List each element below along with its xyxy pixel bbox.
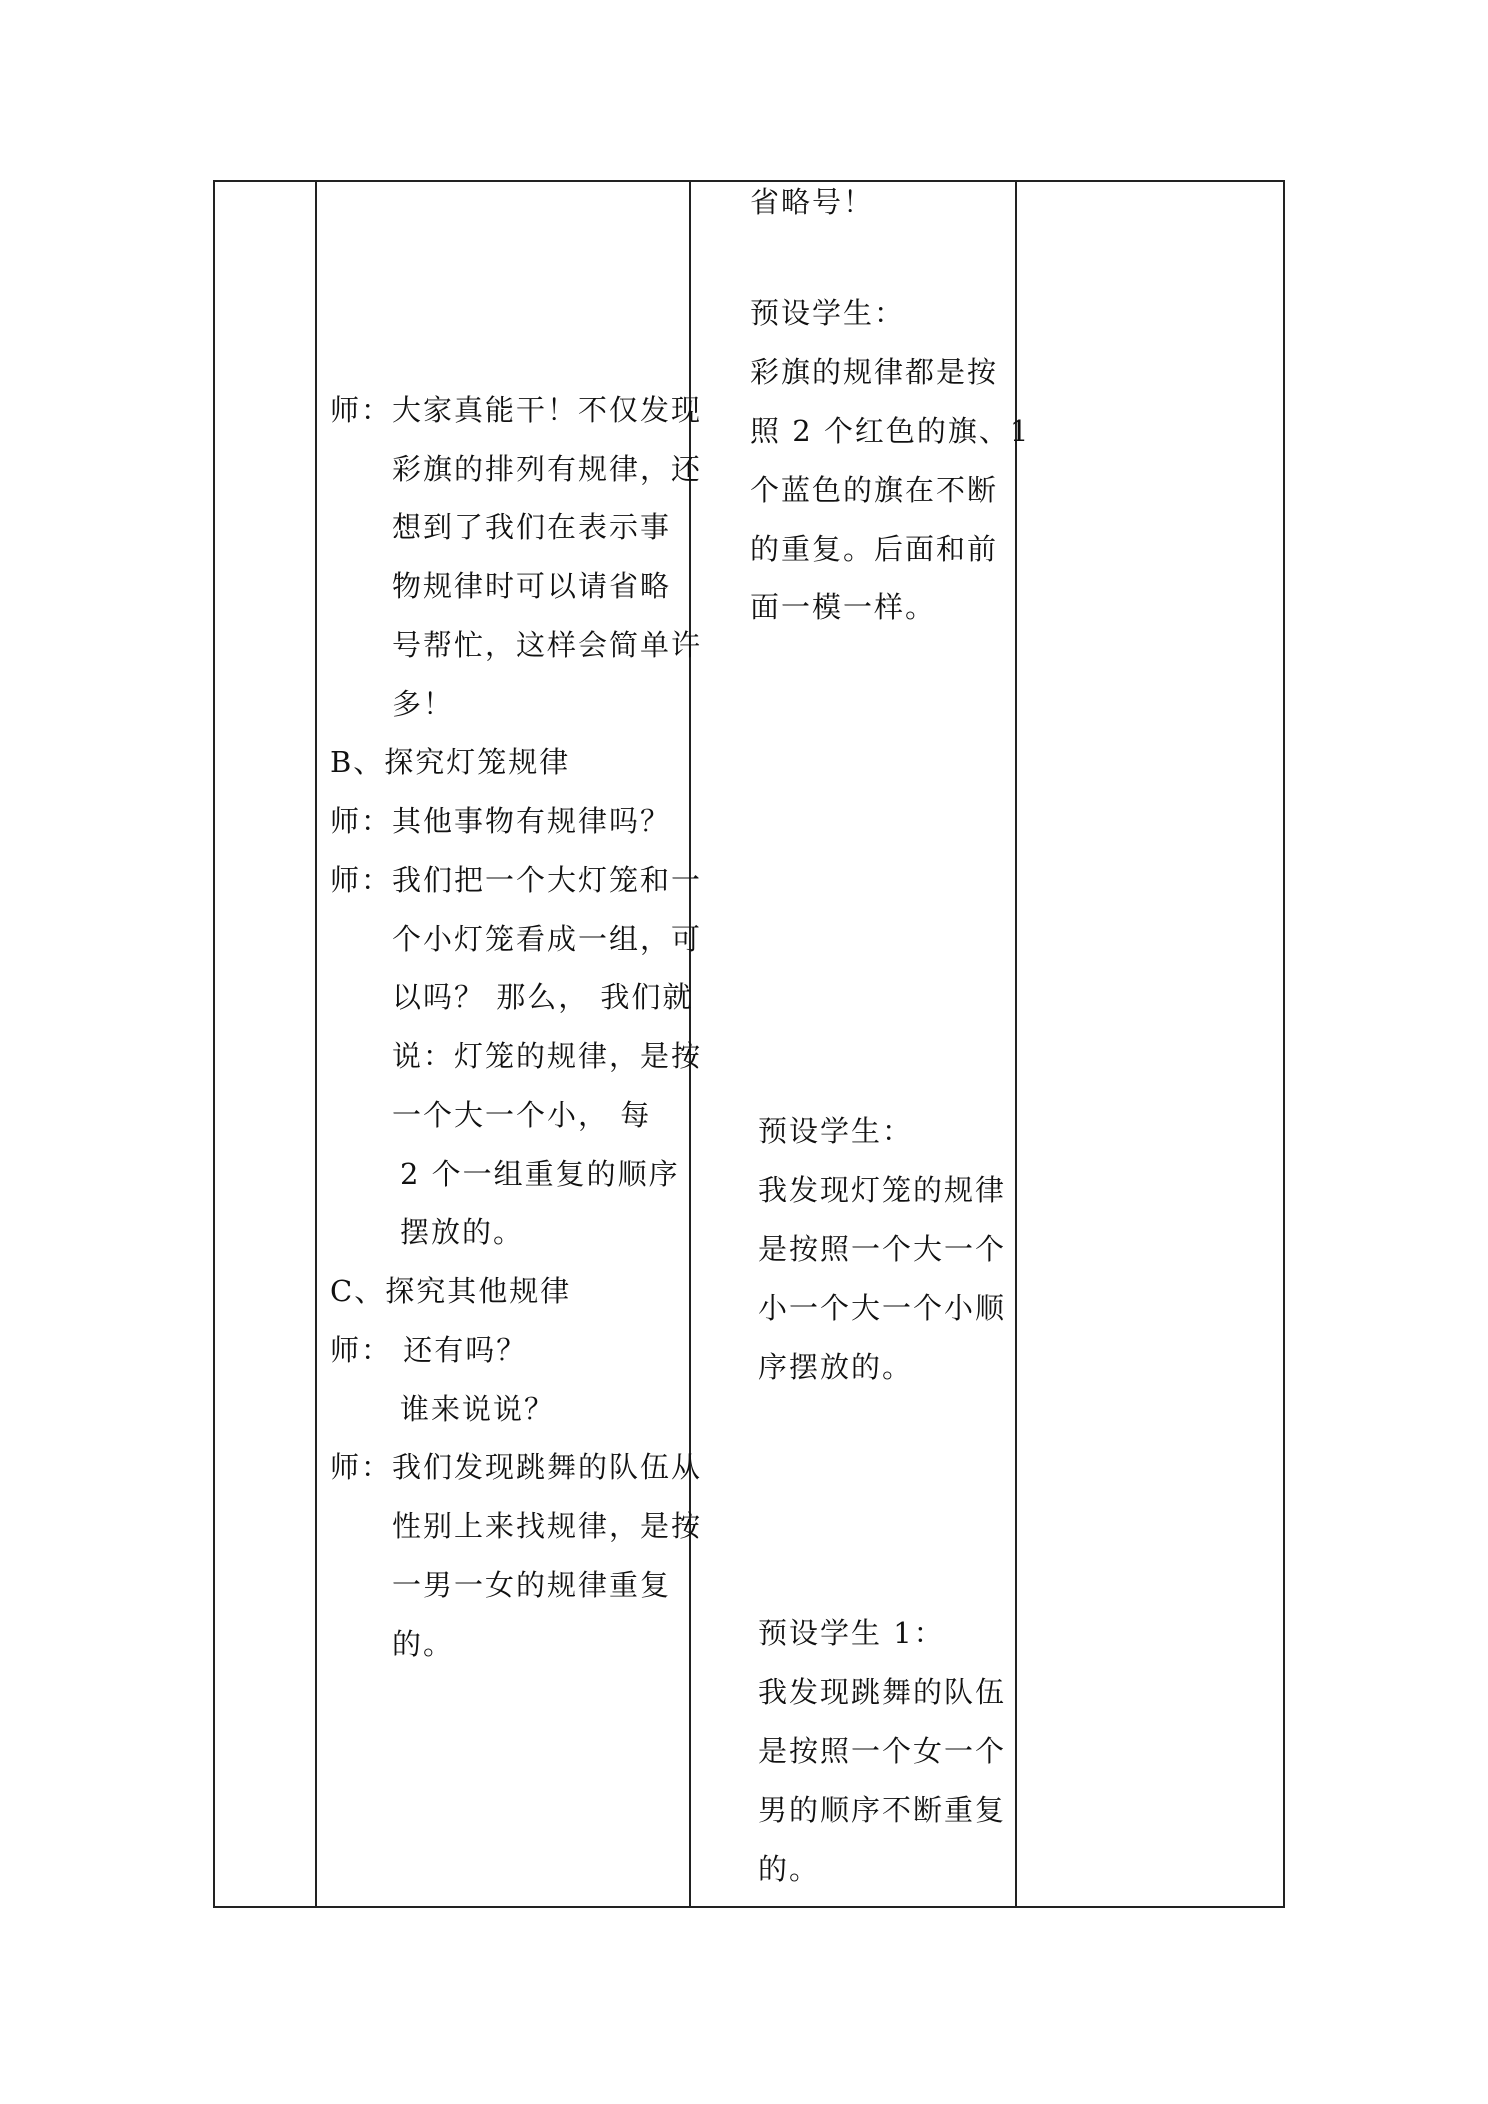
teacher-line: 师：其他事物有规律吗？ [330,804,672,838]
student-line: 预设学生： [758,1114,914,1148]
student-line: 的重复。后面和前 [750,532,999,566]
student-line: 序摆放的。 [758,1350,914,1384]
teacher-line: 师：我们把一个大灯笼和一 [330,863,703,897]
student-line: 省略号！ [750,185,875,219]
teacher-line: 师： 还有吗？ [330,1333,528,1367]
student-line: 的。 [758,1852,821,1886]
teacher-line: 师：我们发现跳舞的队伍从 [330,1450,703,1484]
teacher-line: 物规律时可以请省略 [392,569,672,603]
section-heading-lanterns: B、探究灯笼规律 [330,745,571,779]
lesson-table [213,180,1285,1908]
student-line: 彩旗的规律都是按 [750,355,999,389]
student-line: 预设学生 1： [758,1616,945,1650]
student-line: 我发现灯笼的规律 [758,1173,1007,1207]
student-line: 照 2 个红色的旗、1 [750,414,1031,448]
teacher-line: 性别上来找规律，是按 [392,1509,703,1543]
student-line: 是按照一个女一个 [758,1734,1007,1768]
column-divider-1 [315,180,317,1908]
student-line: 个蓝色的旗在不断 [750,473,999,507]
student-line: 男的顺序不断重复 [758,1793,1007,1827]
student-line: 小一个大一个小顺 [758,1291,1007,1325]
teacher-line: 2 个一组重复的顺序 [400,1157,680,1191]
teacher-line: 一个大一个小， 每 [392,1098,652,1132]
teacher-line: 多！ [392,687,455,721]
teacher-line: 号帮忙，这样会简单许 [392,628,703,662]
teacher-line: 一男一女的规律重复 [392,1568,672,1602]
teacher-line: 以吗？ 那么， 我们就 [392,980,694,1014]
teacher-line: 谁来说说？ [400,1392,556,1426]
teacher-line: 的。 [392,1627,455,1661]
section-heading-others: C、探究其他规律 [330,1274,572,1308]
student-line: 是按照一个大一个 [758,1232,1007,1266]
student-line: 预设学生： [750,296,906,330]
teacher-line: 个小灯笼看成一组，可 [392,922,703,956]
student-line: 我发现跳舞的队伍 [758,1675,1007,1709]
student-line: 面一模一样。 [750,590,937,624]
teacher-line: 想到了我们在表示事 [392,510,672,544]
teacher-line: 彩旗的排列有规律，还 [392,452,703,486]
teacher-line: 说：灯笼的规律，是按 [392,1039,703,1073]
teacher-line: 摆放的。 [400,1215,525,1249]
teacher-line: 师：大家真能干！不仅发现 [330,393,703,427]
